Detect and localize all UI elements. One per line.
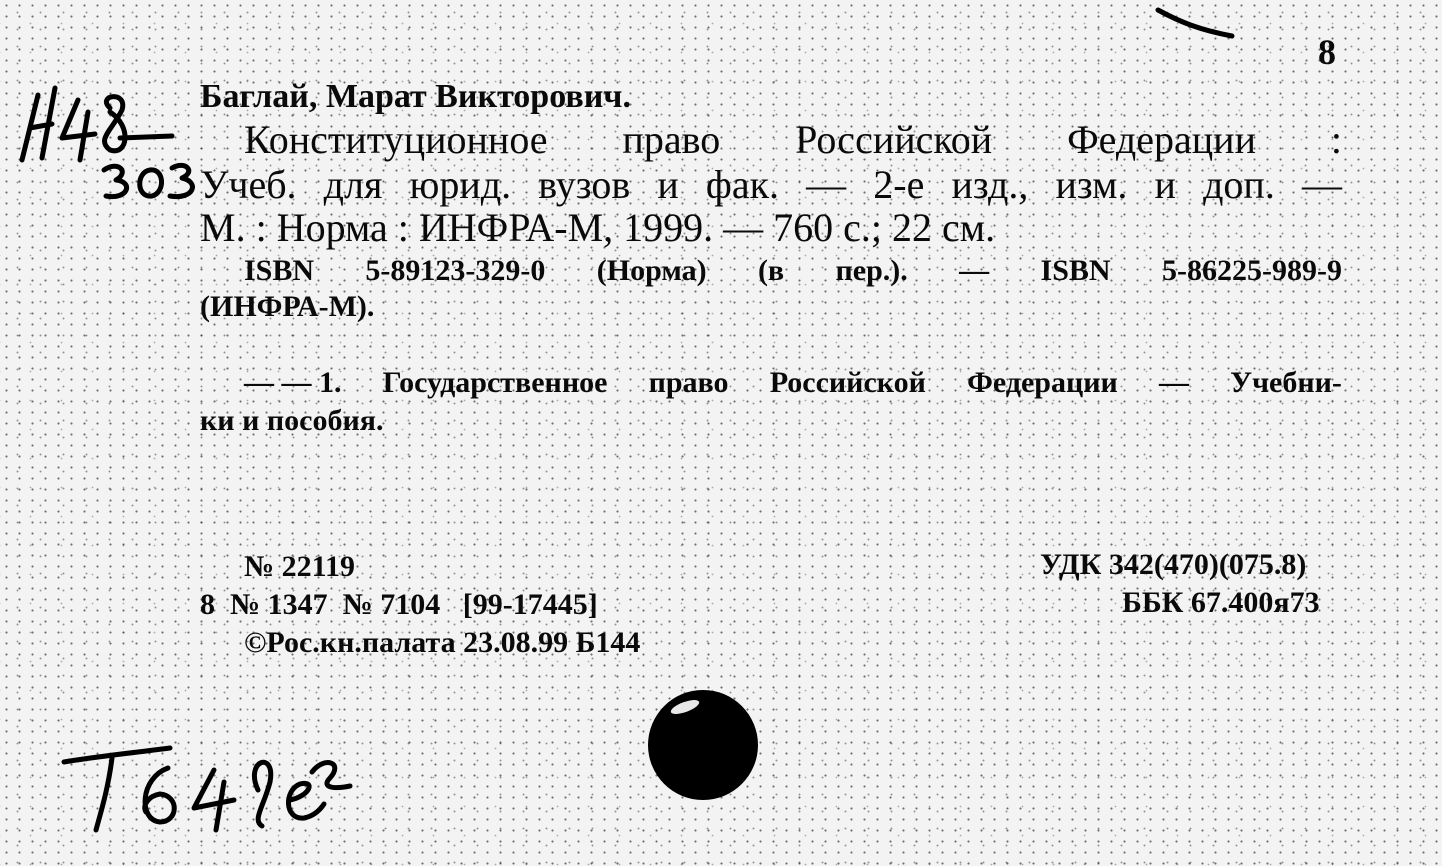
subject-part: право	[648, 366, 729, 399]
book-chamber-stamp: ©Рос.кн.палата 23.08.99 Б144	[244, 626, 641, 659]
subject-part: Учебни-	[1230, 366, 1342, 399]
handwritten-stroke	[62, 100, 95, 138]
handwritten-stroke	[288, 783, 324, 818]
print-info: 8 № 1347 № 7104 [99-17445]	[200, 588, 598, 621]
handwritten-stroke	[194, 770, 234, 808]
title-word: право	[622, 117, 721, 162]
ink-blot	[648, 690, 758, 800]
handwritten-stroke	[216, 782, 224, 830]
card-number: № 22119	[244, 550, 355, 583]
handwritten-stroke	[170, 165, 192, 196]
isbn-part: ISBN	[1040, 254, 1111, 287]
edition-word: изм.	[1055, 162, 1128, 207]
page-number: 8	[1318, 32, 1336, 72]
edition-word: 2-е	[873, 162, 925, 207]
edition-word: —	[1301, 162, 1342, 207]
bbk-code: ББК 67.400я73	[1122, 586, 1320, 619]
handwritten-stroke	[96, 758, 112, 830]
udk-code: УДК 342(470)(075.8)	[1040, 548, 1307, 581]
edition-word: юрид.	[409, 162, 512, 207]
handwritten-stroke	[104, 166, 127, 196]
isbn-part: (в	[757, 254, 785, 287]
edition-word: изд.,	[951, 162, 1029, 207]
edition-word: и	[657, 162, 679, 207]
isbn-part: 5-89123-329-0	[365, 254, 546, 287]
title-word: Федерации	[1067, 117, 1256, 162]
handwritten-stroke	[312, 763, 350, 788]
edition-word: Учеб.	[200, 162, 297, 207]
title-word: Конституционное	[244, 117, 548, 162]
isbn-part: 5-86225-989-9	[1161, 254, 1342, 287]
isbn-part: ISBN	[244, 254, 315, 287]
handwritten-stroke	[1158, 10, 1232, 36]
handwritten-stroke	[105, 97, 126, 151]
subject-part: Российской	[769, 366, 926, 399]
handwritten-stroke	[64, 748, 170, 762]
edition-word: для	[323, 162, 383, 207]
handwritten-stroke	[145, 768, 174, 822]
edition-word: и	[1154, 162, 1176, 207]
subject-part: —	[1158, 366, 1189, 399]
title-word: Российской	[795, 117, 993, 162]
subject-part: Федерации	[967, 366, 1118, 399]
edition-word: вузов	[538, 162, 631, 207]
isbn-part: (Норма)	[596, 254, 707, 287]
isbn-part: —	[959, 254, 990, 287]
edition-word: фак.	[705, 162, 780, 207]
isbn-part: пер.).	[835, 254, 908, 287]
edition-word: доп.	[1203, 162, 1275, 207]
subject-part: Государственное	[382, 366, 608, 399]
edition-word: —	[806, 162, 847, 207]
author-heading: Баглай, Марат Викторович.	[200, 78, 631, 115]
title-word: :	[1330, 117, 1342, 162]
handwritten-stroke	[254, 762, 270, 826]
publisher-line: М. : Норма : ИНФРА-М, 1999. — 760 с.; 22 см.	[200, 205, 996, 250]
subject-line-continued: ки и пособия.	[200, 404, 384, 437]
subject-part: — — 1.	[244, 366, 342, 399]
isbn-line-continued: (ИНФРА-М).	[200, 290, 375, 323]
handwritten-stroke	[120, 136, 172, 138]
handwritten-stroke	[140, 170, 162, 196]
